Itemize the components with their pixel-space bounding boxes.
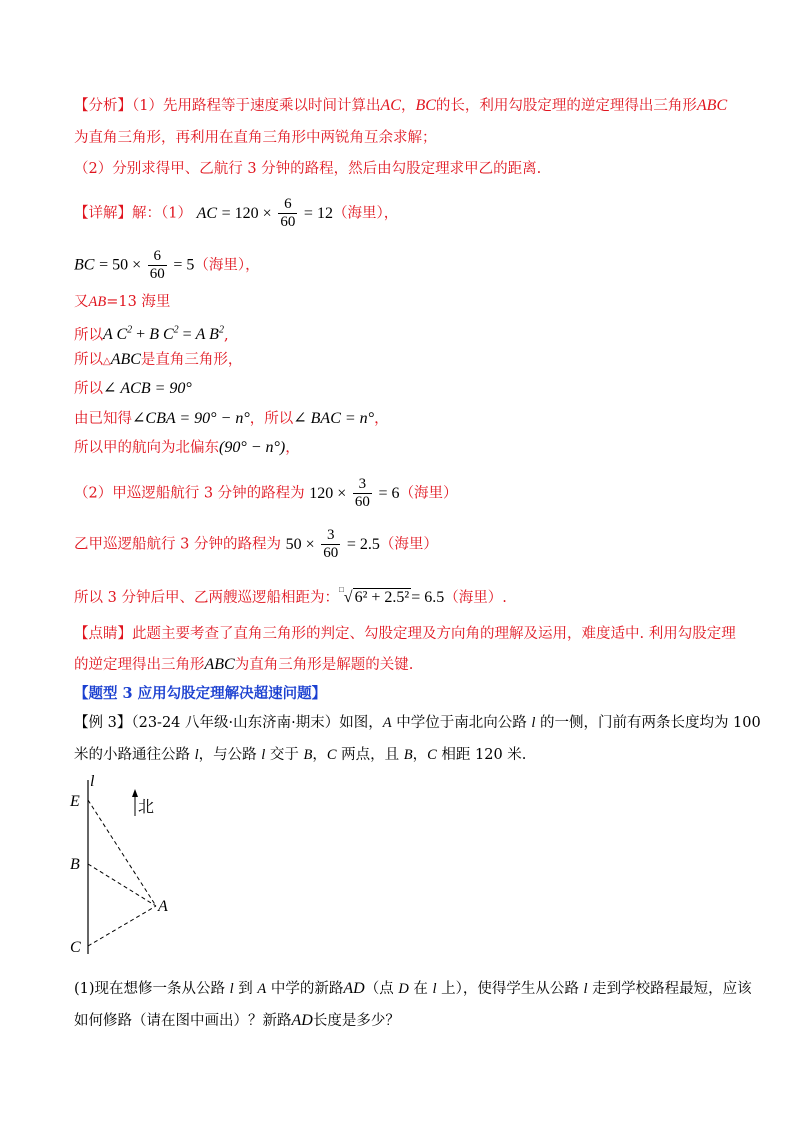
var-abc: ABC bbox=[696, 97, 728, 114]
result: = 2.5 bbox=[346, 535, 380, 553]
example-tag: 【例 3】 bbox=[74, 715, 132, 731]
text: （点 bbox=[364, 981, 399, 997]
text: 中学的新路 bbox=[266, 981, 344, 997]
detail-line-bc bbox=[74, 248, 260, 283]
superscript: 2 bbox=[173, 325, 179, 336]
var-l: l bbox=[531, 715, 536, 731]
comment-text: 为直角三角形是解题的关键. bbox=[234, 657, 414, 673]
text: ，所以 bbox=[249, 411, 294, 427]
var-l: l bbox=[194, 747, 199, 763]
text: 在 bbox=[408, 981, 433, 997]
text: 如何修路（请在图中画出）？新路 bbox=[74, 1013, 292, 1029]
example-source: （23-24 八年级·山东济南·期末） bbox=[131, 715, 340, 731]
expression: 120 × bbox=[309, 484, 347, 502]
text: 米的小路通往公路 bbox=[74, 747, 195, 763]
superscript: 2 bbox=[218, 325, 224, 336]
text: 所以甲的航向为北偏东 bbox=[74, 440, 219, 456]
comment-text: 此题主要考查了直角三角形的判定、勾股定理及方向角的理解及运用，难度适中. 利用勾股定理 bbox=[132, 626, 736, 642]
fraction: $\frac{3}{60}$ bbox=[323, 527, 339, 561]
var-l: l bbox=[261, 747, 266, 763]
result: = 6.5 bbox=[411, 589, 445, 606]
var-a: A bbox=[257, 981, 267, 997]
analysis-text: （1）先用路程等于速度乘以时间计算出 bbox=[132, 98, 381, 114]
text: 所以 bbox=[74, 327, 103, 344]
detail-line-distance: 所以 3 分钟后甲、乙两艘巡逻船相距为：□√ 6² + 2.5² = 6.5（海里）. bbox=[74, 585, 507, 606]
label-b: B bbox=[70, 856, 80, 873]
var-b: B bbox=[303, 747, 313, 763]
text: 两点，且 bbox=[336, 747, 404, 763]
detail-line-triangle bbox=[74, 350, 242, 372]
detail-line-known bbox=[74, 409, 389, 429]
text: 乙甲巡逻船航行 3 分钟的路程为 bbox=[74, 536, 281, 553]
var-b: B bbox=[403, 747, 413, 763]
geometry-figure bbox=[66, 772, 186, 962]
radical-index: □ bbox=[338, 585, 344, 594]
text: 由已知得 bbox=[74, 411, 132, 427]
detail-line-yi bbox=[74, 527, 438, 562]
detail-line-heading bbox=[74, 438, 300, 458]
label-c: C bbox=[70, 939, 81, 956]
unit: （海里） bbox=[379, 536, 438, 553]
var-ac: AC bbox=[380, 97, 401, 114]
segment-ca bbox=[88, 906, 156, 946]
fraction: $\frac{6}{60}$ bbox=[280, 196, 296, 230]
detail-tag: 【详解】 bbox=[74, 205, 132, 222]
var-ab: A B bbox=[195, 326, 219, 344]
text: （2）甲巡逻船航行 3 分钟的路程为 bbox=[74, 485, 305, 502]
example-line-2 bbox=[74, 745, 526, 765]
north-label: 北 bbox=[138, 799, 155, 816]
section-title: 【题型 3 应用勾股定理解决超速问题】 bbox=[74, 685, 327, 702]
expression: 50 × bbox=[285, 535, 315, 553]
unit: （海里）， bbox=[194, 257, 260, 274]
var-c: C bbox=[326, 747, 337, 763]
analysis-line-1 bbox=[74, 96, 727, 116]
text: (1)现在想修一条从公路 bbox=[74, 981, 230, 997]
comment-line-1 bbox=[74, 624, 736, 644]
analysis-text: 的长，利用勾股定理的逆定理得出三角形 bbox=[435, 98, 697, 114]
var-ac: AC bbox=[196, 204, 218, 222]
detail-line-jia bbox=[74, 476, 458, 511]
var-ad: AD bbox=[343, 980, 365, 997]
segment-ba bbox=[88, 864, 156, 906]
step-prefix: 解：（1） bbox=[132, 205, 192, 222]
angle-expression: ∠CBA = 90° − n° bbox=[132, 410, 250, 427]
var-ab: AB bbox=[88, 294, 107, 310]
label-l: l bbox=[90, 773, 95, 790]
var-bc: BC bbox=[74, 256, 95, 274]
comment-line-2 bbox=[74, 655, 413, 675]
comment-text: 的逆定理得出三角形 bbox=[74, 657, 205, 673]
angle-expression: ∠ BAC = n° bbox=[293, 410, 375, 427]
var-ad: AD bbox=[291, 1012, 313, 1029]
fraction: $\frac{3}{60}$ bbox=[354, 476, 370, 510]
expression: = 50 × bbox=[99, 256, 142, 274]
text: 走到学校路程最短，应该 bbox=[587, 981, 752, 997]
text: 相距 120 米. bbox=[436, 747, 527, 763]
text: ， bbox=[412, 747, 428, 763]
unit: （海里）. bbox=[444, 590, 507, 606]
var-bc: BC bbox=[415, 97, 436, 114]
value: =13 海里 bbox=[106, 294, 171, 310]
var-d: D bbox=[398, 981, 409, 997]
unit: （海里） bbox=[399, 485, 458, 502]
text: 所以 3 分钟后甲、乙两艘巡逻船相距为： bbox=[74, 590, 339, 606]
angle-expression: ∠ ACB = 90° bbox=[103, 380, 192, 397]
analysis-line-2: 为直角三角形，再利用在直角三角形中两锐角互余求解； bbox=[74, 130, 437, 146]
text: 中学位于南北向公路 bbox=[391, 715, 532, 731]
separator: ， bbox=[400, 98, 416, 114]
analysis-tag: 【分析】 bbox=[74, 98, 132, 114]
detail-line-ab bbox=[74, 292, 170, 312]
text: 长度是多少？ bbox=[312, 1013, 400, 1029]
comment-tag: 【点睛】 bbox=[74, 626, 132, 642]
var-l: l bbox=[432, 981, 437, 997]
detail-line-angle bbox=[74, 379, 192, 399]
result: = 5 bbox=[173, 256, 195, 274]
unit: （海里）， bbox=[332, 205, 399, 222]
result: = 12 bbox=[303, 204, 333, 222]
expression: = 120 × bbox=[221, 204, 272, 222]
var-a: A bbox=[382, 715, 392, 731]
text: ， bbox=[285, 440, 300, 456]
text: 交于 bbox=[265, 747, 304, 763]
detail-line-ac bbox=[74, 196, 398, 231]
var-abc: ABC bbox=[204, 656, 235, 673]
text: 所以 bbox=[74, 381, 103, 397]
var-ac: A C bbox=[103, 326, 128, 344]
example-line-1 bbox=[74, 713, 761, 733]
text: 到 bbox=[233, 981, 258, 997]
var-abc: ABC bbox=[110, 351, 141, 368]
heading-expression: (90° − n°) bbox=[219, 439, 286, 456]
equals: = bbox=[178, 326, 196, 344]
text: 是直角三角形， bbox=[140, 352, 243, 368]
superscript: 2 bbox=[127, 325, 133, 336]
question-line-1 bbox=[74, 979, 752, 999]
text: 上），使得学生从公路 bbox=[436, 981, 584, 997]
var-l: l bbox=[229, 981, 234, 997]
text: 又 bbox=[74, 294, 89, 310]
text: ，与公路 bbox=[198, 747, 262, 763]
punctuation: , bbox=[223, 327, 229, 344]
radicand: 6² + 2.5² bbox=[354, 589, 410, 606]
detail-line-pythagoras bbox=[74, 321, 229, 345]
text: 的一侧，门前有两条长度均为 100 bbox=[535, 715, 761, 731]
label-a: A bbox=[158, 898, 168, 915]
var-bc: B C bbox=[149, 326, 174, 344]
analysis-line-3: （2）分别求得甲、乙航行 3 分钟的路程，然后由勾股定理求甲乙的距离. bbox=[74, 161, 542, 177]
var-l: l bbox=[583, 981, 588, 997]
text: 所以 bbox=[74, 352, 103, 368]
triangle-symbol: △ bbox=[103, 356, 111, 367]
result: = 6 bbox=[378, 484, 400, 502]
var-c: C bbox=[427, 747, 437, 763]
plus: + bbox=[132, 326, 150, 344]
text: 如图， bbox=[339, 715, 383, 731]
question-line-2 bbox=[74, 1011, 400, 1031]
text: ， bbox=[374, 411, 389, 427]
text: ， bbox=[312, 747, 327, 763]
fraction: $\frac{6}{60}$ bbox=[149, 248, 165, 282]
label-e: E bbox=[70, 793, 80, 810]
